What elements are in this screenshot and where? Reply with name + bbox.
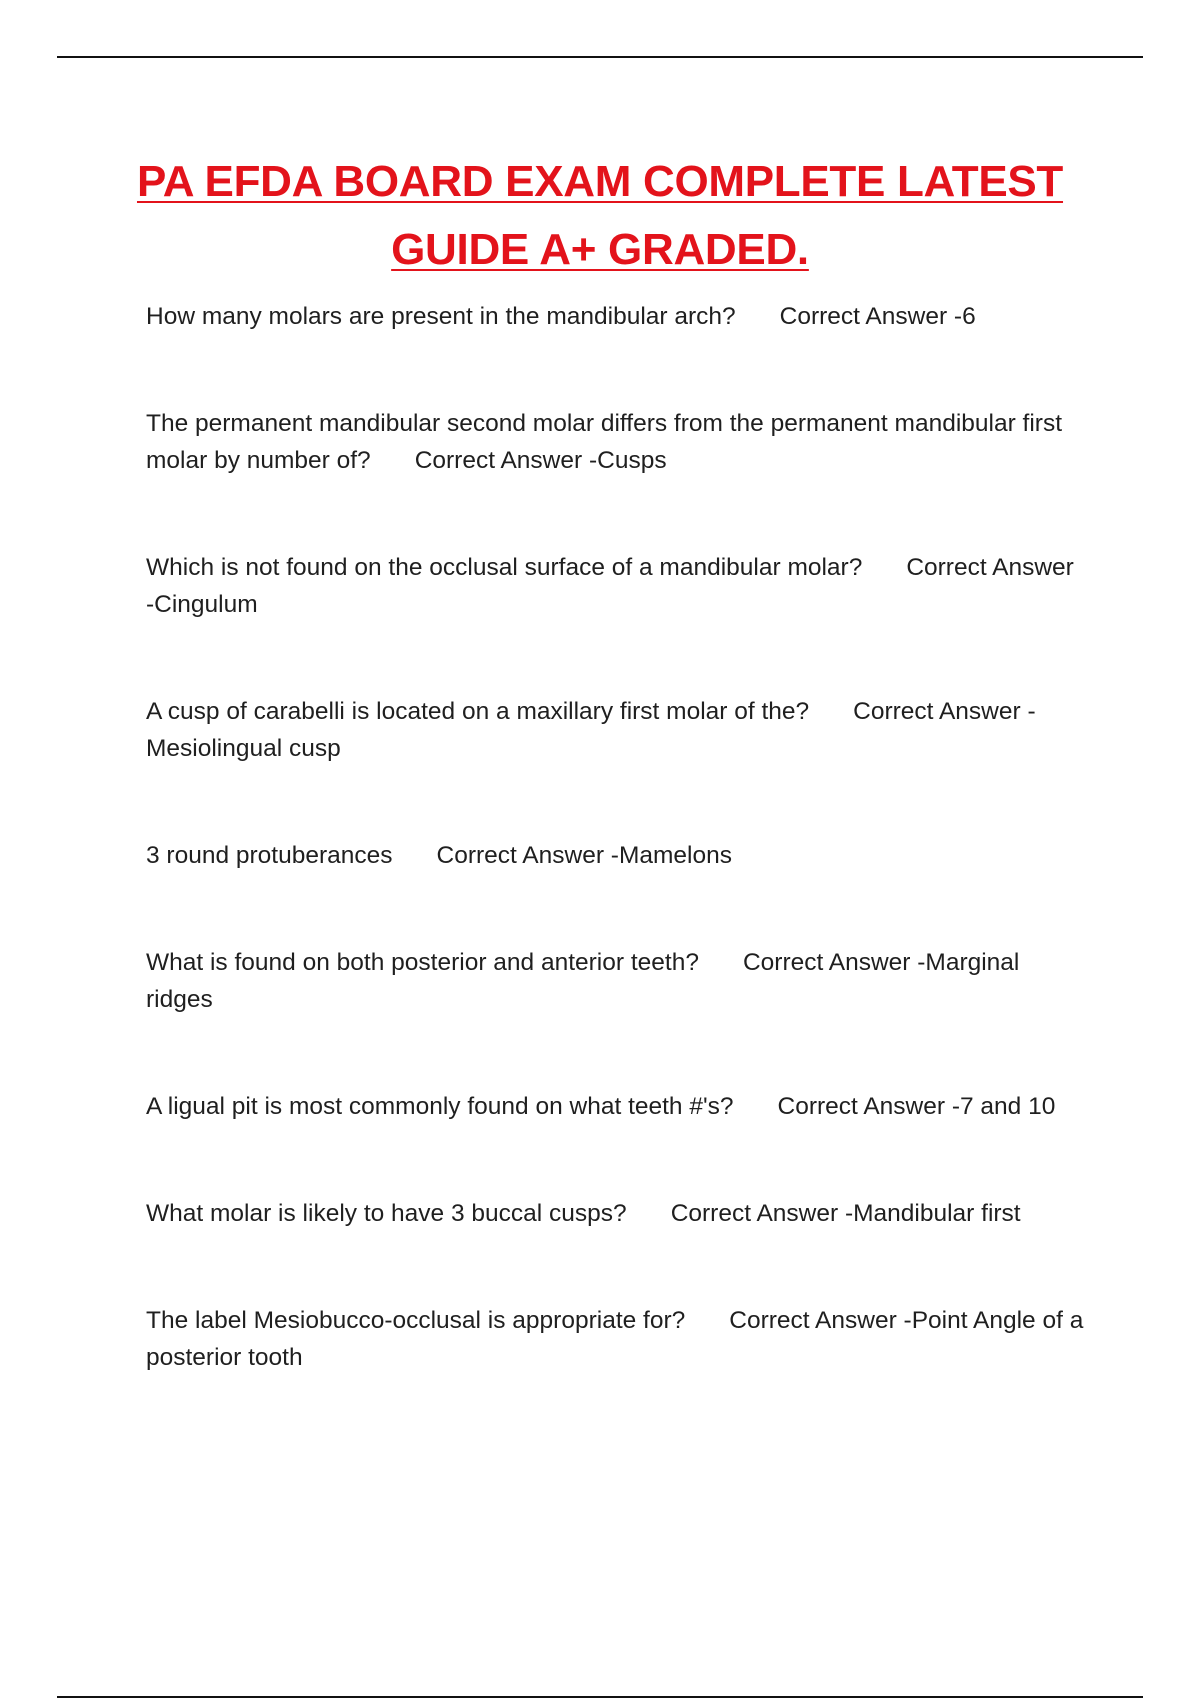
- answer-prefix: Correct Answer -: [779, 303, 963, 330]
- answer-prefix: Correct Answer -: [670, 1200, 854, 1227]
- answer-text: Mesiolingual cusp: [146, 735, 341, 762]
- question-text: What is found on both posterior and anterior teeth?: [146, 949, 699, 976]
- answer-prefix: Correct Answer -: [414, 447, 598, 474]
- question-text: Which is not found on the occlusal surface of a mandibular molar?: [146, 554, 863, 581]
- question-text: A ligual pit is most commonly found on what teeth #'s?: [146, 1093, 734, 1120]
- answer-prefix: Correct Answer -: [729, 1307, 912, 1334]
- question-text: 3 round protuberances: [146, 842, 393, 869]
- answer-prefix: Correct Answer -: [146, 554, 1074, 618]
- answer-prefix: Correct Answer -: [853, 698, 1036, 725]
- question-text: The label Mesiobucco-occlusal is appropriate for?: [146, 1307, 686, 1334]
- qa-item: [146, 298, 1086, 335]
- title-line-1: PA EFDA BOARD EXAM COMPLETE LATEST: [136, 157, 1064, 206]
- qa-list: [146, 298, 1086, 1446]
- qa-item: [146, 837, 1086, 874]
- question-text: The permanent mandibular second molar differs from the permanent mandibular first molar by number of?: [146, 410, 1063, 474]
- qa-item: [146, 944, 1086, 1018]
- qa-item: [146, 549, 1086, 623]
- answer-text: 7 and 10: [959, 1093, 1056, 1120]
- qa-item: [146, 1088, 1086, 1125]
- answer-prefix: Correct Answer -: [742, 949, 926, 976]
- answer-text: Marginal ridges: [146, 949, 1020, 1013]
- answer-prefix: Correct Answer -: [436, 842, 619, 869]
- question-text: How many molars are present in the mandibular arch?: [146, 303, 736, 330]
- answer-prefix: Correct Answer -: [777, 1093, 960, 1120]
- qa-item: [146, 693, 1086, 767]
- answer-text: Cusps: [597, 447, 667, 474]
- answer-text: Point Angle of a posterior tooth: [146, 1307, 1084, 1371]
- answer-text: Mamelons: [618, 842, 732, 869]
- answer-text: Mandibular first: [853, 1200, 1021, 1227]
- answer-text: 6: [962, 303, 976, 330]
- top-divider: [57, 56, 1143, 58]
- question-text: A cusp of carabelli is located on a maxillary first molar of the?: [146, 698, 810, 725]
- qa-item: [146, 405, 1086, 479]
- answer-text: Cingulum: [154, 591, 258, 618]
- qa-item: [146, 1302, 1086, 1376]
- qa-item: [146, 1195, 1086, 1232]
- bottom-divider: [57, 1696, 1143, 1698]
- title-line-2: GUIDE A+ GRADED.: [391, 225, 809, 274]
- document-title: [0, 148, 1200, 284]
- question-text: What molar is likely to have 3 buccal cusps?: [146, 1200, 627, 1227]
